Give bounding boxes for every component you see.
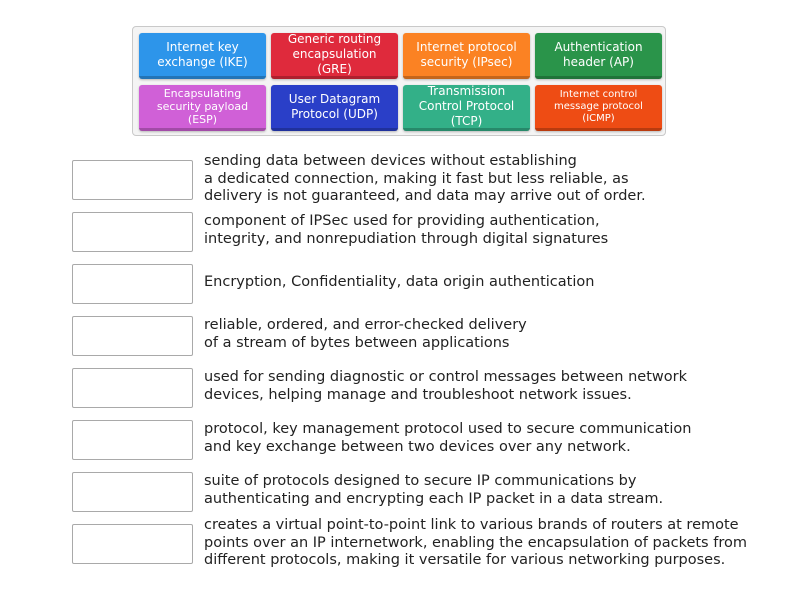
drop-slot-7[interactable] xyxy=(72,472,193,512)
drop-slot-6[interactable] xyxy=(72,420,193,460)
drop-slot-3[interactable] xyxy=(72,264,193,304)
description-8: creates a virtual point-to-point link to various brands of routers at remote points over an IP internetwork, enabling the encapsulation of packets from different protocols, making it versatile for various networking purposes. xyxy=(204,517,747,568)
drop-slot-8[interactable] xyxy=(72,524,193,564)
tile-esp[interactable]: Encapsulating security payload (ESP) xyxy=(139,85,266,131)
description-6: protocol, key management protocol used to secure communication and key exchange between two devices over any network. xyxy=(204,421,692,455)
tile-ah[interactable]: Authentication header (AP) xyxy=(535,33,662,79)
drop-slot-2[interactable] xyxy=(72,212,193,252)
description-2: component of IPSec used for providing authentication, integrity, and nonrepudiation through digital signatures xyxy=(204,213,609,247)
answer-bank xyxy=(132,26,666,136)
tile-udp[interactable]: User Datagram Protocol (UDP) xyxy=(271,85,398,131)
drop-slot-5[interactable] xyxy=(72,368,193,408)
drop-slot-4[interactable] xyxy=(72,316,193,356)
description-4: reliable, ordered, and error-checked delivery of a stream of bytes between applications xyxy=(204,317,527,351)
drop-slot-1[interactable] xyxy=(72,160,193,200)
tile-ipsec[interactable]: Internet protocol security (IPsec) xyxy=(403,33,530,79)
description-5: used for sending diagnostic or control messages between network devices, helping manage and troubleshoot network issues. xyxy=(204,369,687,403)
tile-icmp[interactable]: Internet control message protocol (ICMP) xyxy=(535,85,662,131)
description-3: Encryption, Confidentiality, data origin authentication xyxy=(204,274,595,290)
description-7: suite of protocols designed to secure IP communications by authenticating and encrypting each IP packet in a data stream. xyxy=(204,473,664,507)
tile-ike[interactable]: Internet key exchange (IKE) xyxy=(139,33,266,79)
description-1: sending data between devices without establishing a dedicated connection, making it fast but less reliable, as delivery is not guaranteed, and data may arrive out of order. xyxy=(204,153,646,204)
tile-tcp[interactable]: Transmission Control Protocol (TCP) xyxy=(403,85,530,131)
tile-gre[interactable]: Generic routing encapsulation (GRE) xyxy=(271,33,398,79)
